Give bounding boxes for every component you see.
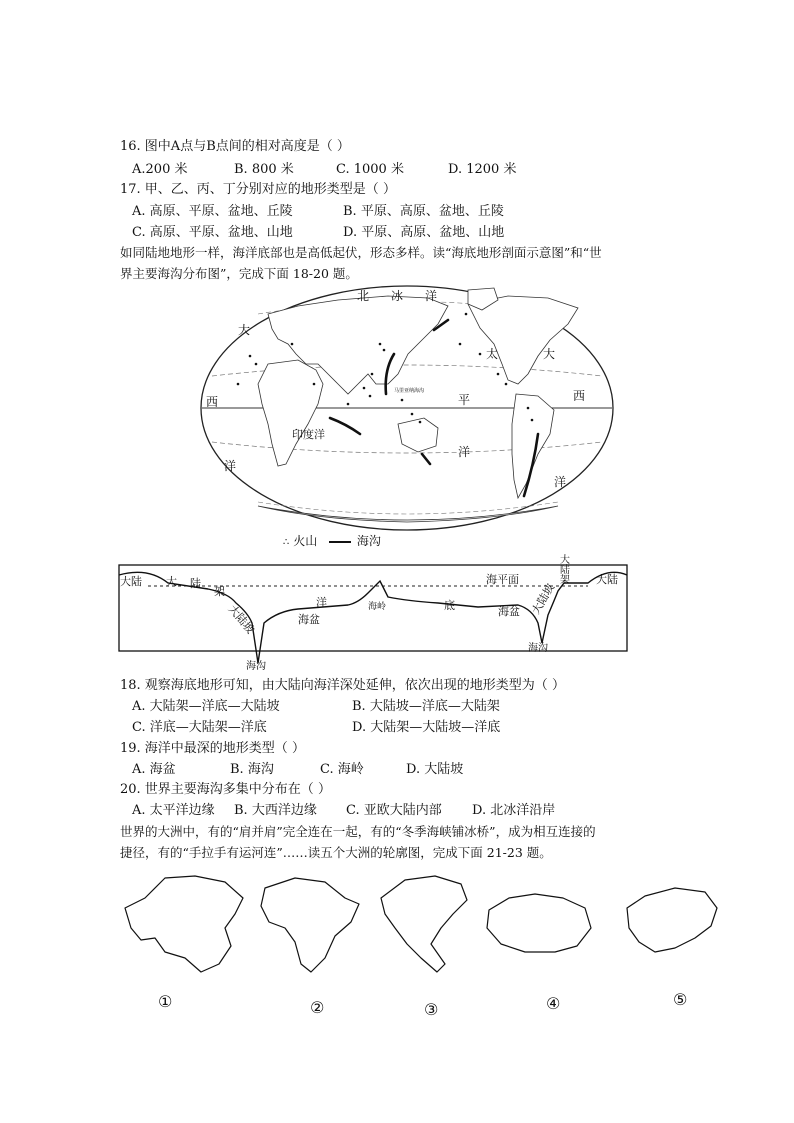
seabed-profile-diagram	[118, 553, 628, 673]
label-slope-left: 大陆坡	[225, 602, 257, 637]
continent-north-america-outline	[381, 876, 467, 972]
legend-volcano-label: 火山	[293, 534, 318, 548]
q18-stem: 18. 观察海底地形可知，由大陆向海洋深处延伸，依次出现的地形类型为（ ）	[120, 678, 565, 693]
q17-option-d[interactable]: D. 平原、高原、盆地、山地	[343, 225, 505, 240]
q17-option-c[interactable]: C. 高原、平原、盆地、山地	[132, 225, 293, 240]
q20-option-b[interactable]: B. 大西洋边缘	[234, 803, 317, 818]
q19-option-c[interactable]: C. 海岭	[320, 762, 364, 777]
label-pacific-1: 太	[486, 347, 499, 361]
q18-option-a[interactable]: A. 大陆架—洋底—大陆坡	[132, 699, 280, 714]
q19-stem: 19. 海洋中最深的地形类型（ ）	[120, 741, 305, 756]
intro-21-23-line2: 捷径，有的“手拉手有运河连”……读五个大洲的轮廓图，完成下面 21-23 题。	[120, 845, 552, 860]
label-atlantic-3: 洋	[224, 459, 237, 473]
label-basin-right: 海盆	[498, 605, 520, 618]
q17-option-b[interactable]: B. 平原、高原、盆地、丘陵	[343, 204, 504, 219]
q20-option-c[interactable]: C. 亚欧大陆内部	[346, 803, 442, 818]
volcano-icon: ∴	[283, 537, 290, 548]
label-sea-level: 海平面	[486, 573, 519, 586]
continent-africa-outline	[261, 878, 359, 972]
trench-line-icon	[329, 541, 351, 543]
q16-option-a[interactable]: A.200 米	[132, 162, 188, 177]
intro-18-20-line1: 如同陆地地形一样，海洋底部也是高低起伏，形态多样。读“海底地形剖面示意图”和“世	[120, 245, 602, 260]
label-shelf-left-2: 陆	[190, 577, 201, 590]
label-pacific-3: 洋	[458, 445, 471, 459]
q17-stem: 17. 甲、乙、丙、丁分别对应的地形类型是（ ）	[120, 182, 396, 197]
q18-option-c[interactable]: C. 洋底—大陆架—洋底	[132, 720, 267, 735]
label-north-ice-2: 冰	[391, 289, 404, 303]
q19-option-a[interactable]: A. 海盆	[132, 762, 176, 777]
label-atlantic-1: 大	[238, 323, 251, 337]
label-north-ice-1: 北	[357, 289, 370, 303]
continent-antarctica-outline	[487, 894, 591, 952]
label-continent-left: 大陆	[120, 575, 142, 588]
label-atlantic-east-2: 西	[573, 389, 586, 403]
intro-21-23-line1: 世界的大洲中，有的“肩并肩”完全连在一起，有的“冬季海峡铺冰桥”，成为相互连接的	[120, 824, 596, 839]
label-north-ice-3: 洋	[425, 289, 438, 303]
label-floor: 底	[444, 599, 455, 612]
q16-stem: 16. 图中A点与B点间的相对高度是（ ）	[120, 139, 350, 154]
q16-option-d[interactable]: D. 1200 米	[448, 162, 517, 177]
label-mariana-trench: 马里亚纳海沟	[394, 388, 425, 394]
label-trench-right: 海沟	[528, 643, 548, 654]
label-shelf-right-1: 大	[560, 555, 570, 566]
continent-outlines-row	[115, 868, 725, 988]
label-atlantic-east-3: 洋	[554, 475, 567, 489]
q19-option-d[interactable]: D. 大陆坡	[406, 762, 464, 777]
world-trench-map	[198, 284, 616, 532]
continent-label-2: ②	[310, 998, 325, 1017]
q16-option-c[interactable]: C. 1000 米	[336, 162, 404, 177]
label-shelf-right-3: 架	[560, 575, 570, 586]
continent-label-5: ⑤	[673, 990, 688, 1009]
continent-label-3: ③	[424, 1000, 439, 1019]
q20-stem: 20. 世界主要海沟多集中分布在（ ）	[120, 782, 331, 797]
q18-option-d[interactable]: D. 大陆架—大陆坡—洋底	[352, 720, 501, 735]
label-continent-right: 大陆	[596, 573, 618, 586]
q16-option-b[interactable]: B. 800 米	[234, 162, 294, 177]
q20-option-a[interactable]: A. 太平洋边缘	[132, 803, 215, 818]
map-legend	[283, 532, 381, 549]
label-atlantic-2: 西	[206, 395, 219, 409]
label-shelf-left-1: 大	[166, 575, 177, 588]
label-pacific-2: 平	[458, 393, 471, 407]
continent-asia-outline	[125, 876, 243, 972]
q18-option-b[interactable]: B. 大陆坡—洋底—大陆架	[352, 699, 500, 714]
continent-label-1: ①	[158, 992, 173, 1011]
intro-18-20-line2: 界主要海沟分布图”，完成下面 18-20 题。	[120, 266, 358, 281]
label-ridge: 海岭	[368, 602, 387, 612]
label-indian-ocean: 印度洋	[292, 428, 325, 441]
label-atlantic-east-1: 大	[543, 347, 556, 361]
label-trench-left: 海沟	[246, 661, 266, 672]
q17-option-a[interactable]: A. 高原、平原、盆地、丘陵	[132, 204, 293, 219]
q20-option-d[interactable]: D. 北冰洋沿岸	[472, 803, 556, 818]
continent-europe-outline	[627, 888, 717, 952]
q19-option-b[interactable]: B. 海沟	[230, 762, 274, 777]
label-slope-right: 大陆坡	[529, 581, 558, 617]
label-basin-left: 海盆	[298, 613, 320, 626]
label-shelf-right-2: 陆	[560, 565, 570, 576]
label-shelf-left-3: 架	[214, 585, 225, 598]
continent-label-4: ④	[546, 994, 561, 1013]
label-ocean: 洋	[316, 596, 327, 609]
legend-trench-label: 海沟	[356, 534, 381, 548]
